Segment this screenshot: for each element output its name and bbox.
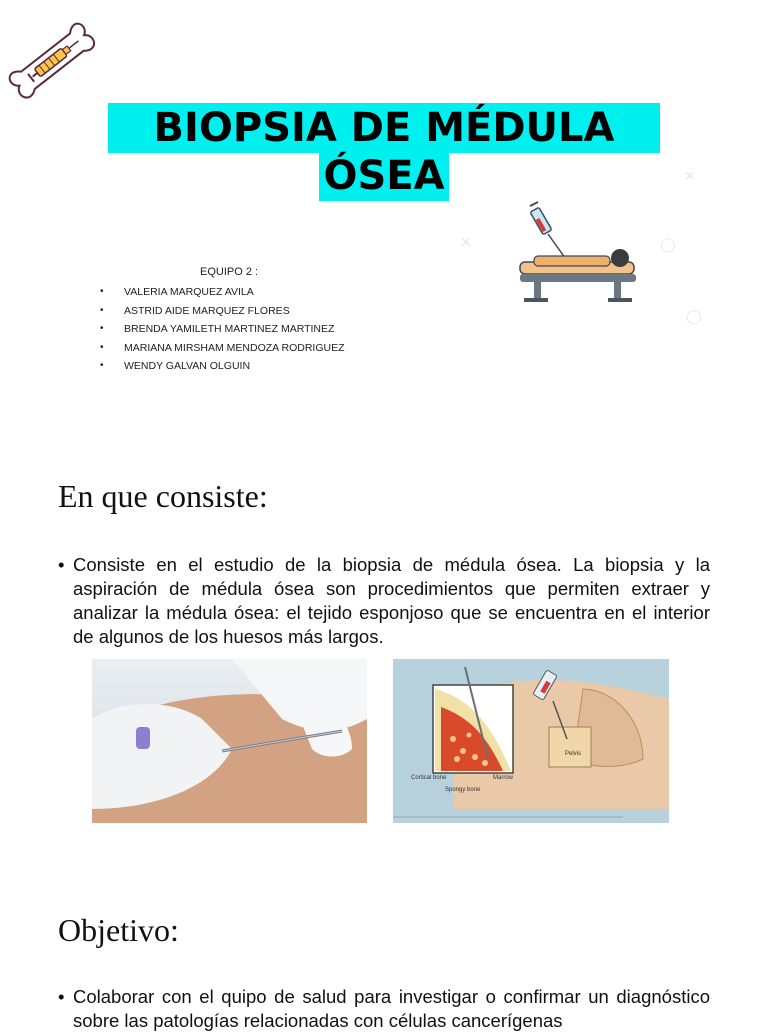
content-slide-consiste xyxy=(0,440,768,880)
diagram-label-marrow: Marrow xyxy=(493,775,514,781)
paragraph-text: Consiste en el estudio de la biopsia de médula ósea. La biopsia y la aspiración de médula ósea son procedimientos que permiten extraer y analizar la médula ósea: el tejido esponjoso que se encuentra en el interior de algunos de los huesos más largos. xyxy=(73,554,710,647)
team-member: • VALERIA MARQUEZ AVILA xyxy=(100,283,345,302)
bone-marrow-diagram xyxy=(393,659,669,823)
team-member-list xyxy=(100,283,345,376)
decorative-mark-icon: ✕ xyxy=(460,234,472,250)
section-paragraph xyxy=(58,553,710,649)
team-member: • ASTRID AIDE MARQUEZ FLORES xyxy=(100,302,345,321)
title-slide xyxy=(0,0,768,440)
paragraph-text: Colaborar con el quipo de salud para investigar o confirmar un diagnóstico sobre las patologías relacionadas con células cancerígenas xyxy=(73,986,710,1031)
team-member: • MARIANA MIRSHAM MENDOZA RODRIGUEZ xyxy=(100,339,345,358)
procedure-photo xyxy=(92,659,367,823)
decorative-mark-icon: ◯ xyxy=(660,236,676,252)
team-member: • WENDY GALVAN OLGUIN xyxy=(100,357,345,376)
bullet-icon: • xyxy=(58,986,65,1007)
bullet-icon: • xyxy=(58,554,65,575)
diagram-label-pelvis: Pelvis xyxy=(565,751,582,757)
title-line-2: ÓSEA xyxy=(319,151,448,201)
bone-syringe-icon xyxy=(0,14,106,110)
team-heading: EQUIPO 2 : xyxy=(200,266,259,278)
title-line-1: BIOPSIA DE MÉDULA xyxy=(108,103,660,153)
section-paragraph xyxy=(58,985,710,1033)
diagram-label-cortical: Cortical bone xyxy=(411,775,447,781)
team-member: • BRENDA YAMILETH MARTINEZ MARTINEZ xyxy=(100,320,345,339)
section-heading: En que consiste: xyxy=(58,478,268,514)
decorative-mark-icon: ✕ xyxy=(684,168,696,184)
syringe-icon xyxy=(530,202,568,262)
diagram-label-spongy: Spongy bone xyxy=(445,787,481,793)
content-slide-objetivo xyxy=(0,880,768,1031)
decorative-mark-icon: ◯ xyxy=(686,308,702,324)
title-block xyxy=(108,103,660,201)
section-heading: Objetivo: xyxy=(58,912,179,948)
patient-biopsy-illustration xyxy=(514,200,642,304)
